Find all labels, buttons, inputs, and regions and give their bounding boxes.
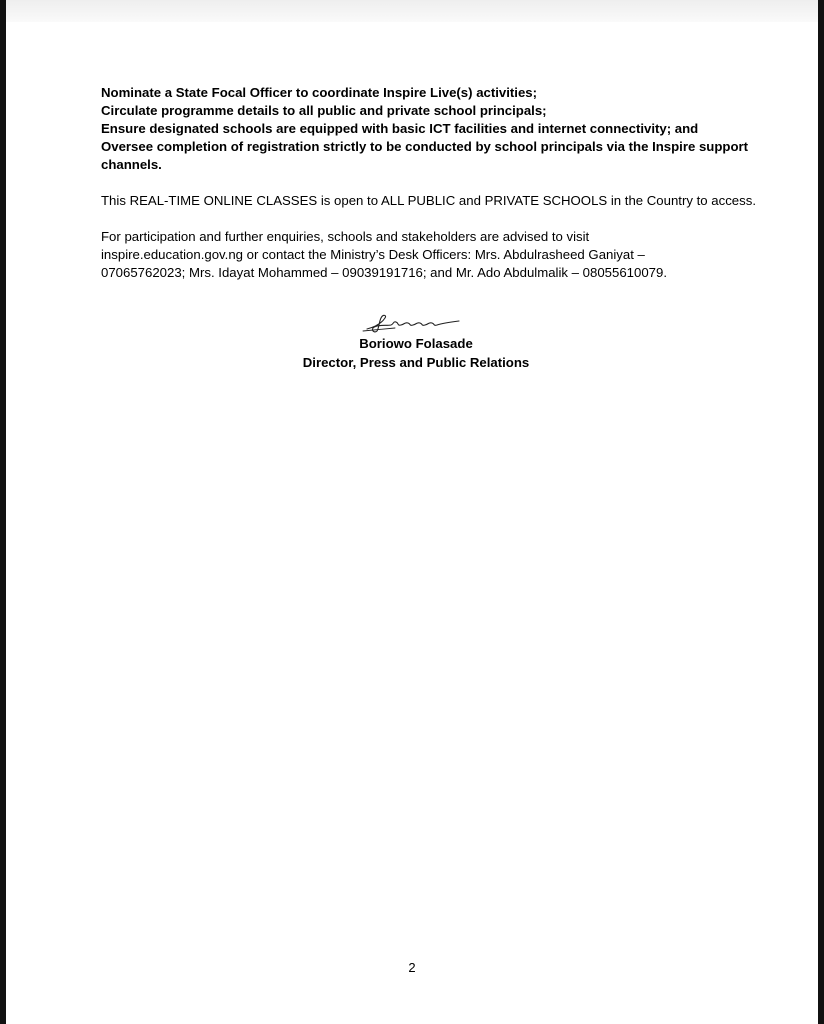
enquiries-line: 07065762023; Mrs. Idayat Mohammed – 09039191716; and Mr. Ado Abdulmalik – 08055610079. (101, 265, 668, 280)
directive-line: Circulate programme details to all public and private school principals; (101, 103, 547, 118)
page-content (101, 84, 756, 282)
directives-list (101, 84, 749, 174)
directive-line: Oversee completion of registration strictly to be conducted by school principals via the Inspire support (101, 139, 749, 154)
viewer-right-border (818, 0, 824, 1024)
viewer-top-bar (0, 0, 824, 22)
directive-line: channels. (101, 157, 162, 172)
signatory-title: Director, Press and Public Relations (302, 355, 530, 370)
directive-line: Ensure designated schools are equipped with basic ICT facilities and internet connectivity; and (101, 121, 699, 136)
directive-line: Nominate a State Focal Officer to coordinate Inspire Live(s) activities; (101, 85, 538, 100)
open-notice-paragraph: This REAL-TIME ONLINE CLASSES is open to ALL PUBLIC and PRIVATE SCHOOLS in the Country to access. (101, 193, 756, 208)
signature-block (101, 312, 731, 372)
enquiries-paragraph (101, 228, 741, 282)
handwritten-signature-icon (361, 312, 471, 334)
enquiries-line: inspire.education.gov.ng or contact the Ministry’s Desk Officers: Mrs. Abdulrasheed Ganiyat – (101, 247, 645, 262)
signatory-name: Boriowo Folasade (359, 336, 473, 351)
page-number: 2 (408, 960, 416, 975)
enquiries-line: For participation and further enquiries, schools and stakeholders are advised to visit (101, 229, 590, 244)
document-page (6, 22, 818, 1024)
